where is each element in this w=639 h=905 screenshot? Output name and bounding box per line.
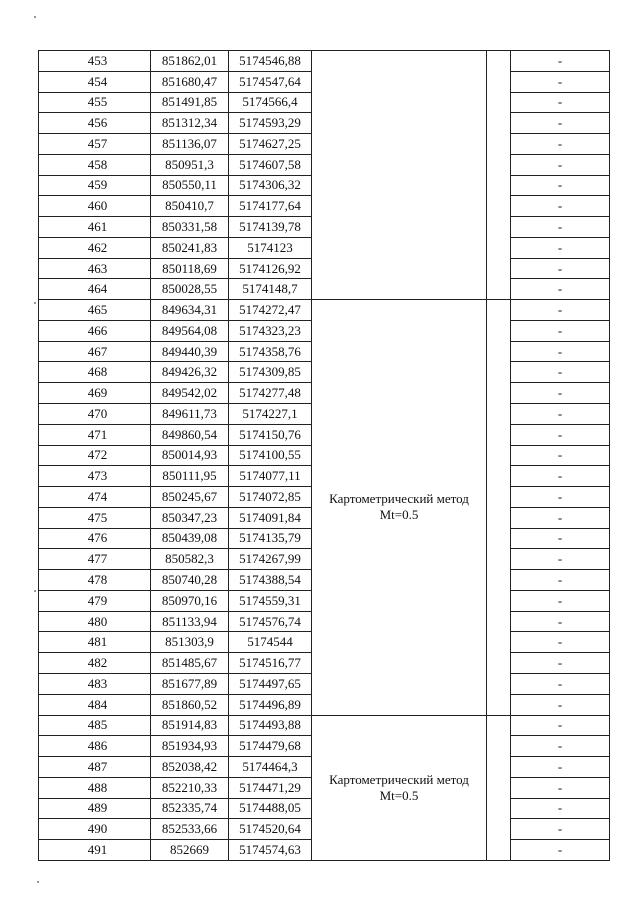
point-number-cell: 471: [39, 424, 151, 445]
x-coordinate-cell: 851860,52: [151, 694, 229, 715]
x-coordinate-cell: 851485,67: [151, 653, 229, 674]
point-number-cell: 455: [39, 92, 151, 113]
y-coordinate-cell: 5174072,85: [229, 487, 312, 508]
point-number-cell: 491: [39, 840, 151, 861]
y-coordinate-cell: 5174388,54: [229, 570, 312, 591]
y-coordinate-cell: 5174488,05: [229, 798, 312, 819]
accuracy-cell: -: [511, 320, 610, 341]
y-coordinate-cell: 5174576,74: [229, 611, 312, 632]
point-number-cell: 474: [39, 487, 151, 508]
point-number-cell: 460: [39, 196, 151, 217]
y-coordinate-cell: 5174227,1: [229, 404, 312, 425]
x-coordinate-cell: 851491,85: [151, 92, 229, 113]
x-coordinate-cell: 851680,47: [151, 71, 229, 92]
y-coordinate-cell: 5174267,99: [229, 549, 312, 570]
point-number-cell: 483: [39, 673, 151, 694]
accuracy-cell: -: [511, 51, 610, 72]
y-coordinate-cell: 5174123: [229, 237, 312, 258]
point-number-cell: 467: [39, 341, 151, 362]
method-cell: Картометрический метод Mt=0.5: [312, 300, 487, 715]
y-coordinate-cell: 5174306,32: [229, 175, 312, 196]
y-coordinate-cell: 5174496,89: [229, 694, 312, 715]
x-coordinate-cell: 850410,7: [151, 196, 229, 217]
point-number-cell: 486: [39, 736, 151, 757]
x-coordinate-cell: 850331,58: [151, 217, 229, 238]
point-number-cell: 454: [39, 71, 151, 92]
point-number-cell: 469: [39, 383, 151, 404]
x-coordinate-cell: 850241,83: [151, 237, 229, 258]
y-coordinate-cell: 5174479,68: [229, 736, 312, 757]
x-coordinate-cell: 851862,01: [151, 51, 229, 72]
x-coordinate-cell: 850347,23: [151, 507, 229, 528]
point-number-cell: 468: [39, 362, 151, 383]
method-cell: [312, 51, 487, 300]
accuracy-cell: -: [511, 113, 610, 134]
x-coordinate-cell: 851133,94: [151, 611, 229, 632]
accuracy-cell: -: [511, 341, 610, 362]
accuracy-cell: -: [511, 424, 610, 445]
y-coordinate-cell: 5174139,78: [229, 217, 312, 238]
y-coordinate-cell: 5174516,77: [229, 653, 312, 674]
point-number-cell: 479: [39, 590, 151, 611]
empty-cell: [487, 300, 511, 715]
accuracy-cell: -: [511, 217, 610, 238]
x-coordinate-cell: 849542,02: [151, 383, 229, 404]
y-coordinate-cell: 5174547,64: [229, 71, 312, 92]
x-coordinate-cell: 849860,54: [151, 424, 229, 445]
x-coordinate-cell: 852038,42: [151, 757, 229, 778]
y-coordinate-cell: 5174520,64: [229, 819, 312, 840]
accuracy-cell: -: [511, 798, 610, 819]
point-number-cell: 488: [39, 777, 151, 798]
scan-speck: [37, 881, 39, 883]
y-coordinate-cell: 5174559,31: [229, 590, 312, 611]
x-coordinate-cell: 850245,67: [151, 487, 229, 508]
x-coordinate-cell: 850740,28: [151, 570, 229, 591]
table-row: [39, 715, 610, 736]
accuracy-cell: -: [511, 196, 610, 217]
point-number-cell: 484: [39, 694, 151, 715]
x-coordinate-cell: 850550,11: [151, 175, 229, 196]
accuracy-cell: -: [511, 445, 610, 466]
x-coordinate-cell: 851136,07: [151, 134, 229, 155]
x-coordinate-cell: 849611,73: [151, 404, 229, 425]
coordinates-table: [38, 50, 610, 861]
accuracy-cell: -: [511, 258, 610, 279]
x-coordinate-cell: 851934,93: [151, 736, 229, 757]
empty-cell: [487, 51, 511, 300]
accuracy-cell: -: [511, 736, 610, 757]
x-coordinate-cell: 851303,9: [151, 632, 229, 653]
point-number-cell: 457: [39, 134, 151, 155]
point-number-cell: 485: [39, 715, 151, 736]
y-coordinate-cell: 5174358,76: [229, 341, 312, 362]
accuracy-cell: -: [511, 715, 610, 736]
table-row: [39, 300, 610, 321]
y-coordinate-cell: 5174497,65: [229, 673, 312, 694]
point-number-cell: 477: [39, 549, 151, 570]
scan-speck: [34, 302, 36, 304]
x-coordinate-cell: 849440,39: [151, 341, 229, 362]
y-coordinate-cell: 5174464,3: [229, 757, 312, 778]
accuracy-cell: -: [511, 487, 610, 508]
point-number-cell: 481: [39, 632, 151, 653]
point-number-cell: 489: [39, 798, 151, 819]
point-number-cell: 470: [39, 404, 151, 425]
y-coordinate-cell: 5174607,58: [229, 154, 312, 175]
y-coordinate-cell: 5174177,64: [229, 196, 312, 217]
y-coordinate-cell: 5174566,4: [229, 92, 312, 113]
point-number-cell: 480: [39, 611, 151, 632]
accuracy-cell: -: [511, 237, 610, 258]
scan-speck: [34, 16, 36, 18]
accuracy-cell: -: [511, 757, 610, 778]
x-coordinate-cell: 850028,55: [151, 279, 229, 300]
x-coordinate-cell: 852210,33: [151, 777, 229, 798]
method-cell: Картометрический метод Mt=0.5: [312, 715, 487, 860]
x-coordinate-cell: 851312,34: [151, 113, 229, 134]
y-coordinate-cell: 5174546,88: [229, 51, 312, 72]
y-coordinate-cell: 5174150,76: [229, 424, 312, 445]
scan-speck: [34, 590, 36, 592]
point-number-cell: 463: [39, 258, 151, 279]
y-coordinate-cell: 5174135,79: [229, 528, 312, 549]
x-coordinate-cell: 849634,31: [151, 300, 229, 321]
x-coordinate-cell: 850970,16: [151, 590, 229, 611]
x-coordinate-cell: 851914,83: [151, 715, 229, 736]
y-coordinate-cell: 5174593,29: [229, 113, 312, 134]
point-number-cell: 456: [39, 113, 151, 134]
accuracy-cell: -: [511, 549, 610, 570]
accuracy-cell: -: [511, 154, 610, 175]
x-coordinate-cell: 851677,89: [151, 673, 229, 694]
accuracy-cell: -: [511, 694, 610, 715]
point-number-cell: 461: [39, 217, 151, 238]
y-coordinate-cell: 5174148,7: [229, 279, 312, 300]
x-coordinate-cell: 849564,08: [151, 320, 229, 341]
accuracy-cell: -: [511, 507, 610, 528]
x-coordinate-cell: 852335,74: [151, 798, 229, 819]
empty-cell: [487, 715, 511, 860]
y-coordinate-cell: 5174574,63: [229, 840, 312, 861]
accuracy-cell: -: [511, 383, 610, 404]
x-coordinate-cell: 850111,95: [151, 466, 229, 487]
y-coordinate-cell: 5174100,55: [229, 445, 312, 466]
accuracy-cell: -: [511, 840, 610, 861]
y-coordinate-cell: 5174493,88: [229, 715, 312, 736]
accuracy-cell: -: [511, 404, 610, 425]
y-coordinate-cell: 5174272,47: [229, 300, 312, 321]
accuracy-cell: -: [511, 819, 610, 840]
y-coordinate-cell: 5174544: [229, 632, 312, 653]
accuracy-cell: -: [511, 673, 610, 694]
accuracy-cell: -: [511, 362, 610, 383]
accuracy-cell: -: [511, 611, 610, 632]
accuracy-cell: -: [511, 466, 610, 487]
x-coordinate-cell: 850014,93: [151, 445, 229, 466]
accuracy-cell: -: [511, 92, 610, 113]
x-coordinate-cell: 850439,08: [151, 528, 229, 549]
accuracy-cell: -: [511, 590, 610, 611]
x-coordinate-cell: 850582,3: [151, 549, 229, 570]
point-number-cell: 487: [39, 757, 151, 778]
y-coordinate-cell: 5174323,23: [229, 320, 312, 341]
accuracy-cell: -: [511, 279, 610, 300]
accuracy-cell: -: [511, 777, 610, 798]
x-coordinate-cell: 850951,3: [151, 154, 229, 175]
x-coordinate-cell: 852533,66: [151, 819, 229, 840]
x-coordinate-cell: 850118,69: [151, 258, 229, 279]
y-coordinate-cell: 5174077,11: [229, 466, 312, 487]
point-number-cell: 473: [39, 466, 151, 487]
point-number-cell: 482: [39, 653, 151, 674]
point-number-cell: 465: [39, 300, 151, 321]
y-coordinate-cell: 5174627,25: [229, 134, 312, 155]
point-number-cell: 475: [39, 507, 151, 528]
accuracy-cell: -: [511, 570, 610, 591]
accuracy-cell: -: [511, 134, 610, 155]
y-coordinate-cell: 5174126,92: [229, 258, 312, 279]
y-coordinate-cell: 5174277,48: [229, 383, 312, 404]
point-number-cell: 478: [39, 570, 151, 591]
accuracy-cell: -: [511, 300, 610, 321]
y-coordinate-cell: 5174309,85: [229, 362, 312, 383]
accuracy-cell: -: [511, 632, 610, 653]
accuracy-cell: -: [511, 71, 610, 92]
point-number-cell: 458: [39, 154, 151, 175]
x-coordinate-cell: 849426,32: [151, 362, 229, 383]
table-row: [39, 51, 610, 72]
x-coordinate-cell: 852669: [151, 840, 229, 861]
point-number-cell: 464: [39, 279, 151, 300]
point-number-cell: 490: [39, 819, 151, 840]
point-number-cell: 453: [39, 51, 151, 72]
y-coordinate-cell: 5174471,29: [229, 777, 312, 798]
point-number-cell: 466: [39, 320, 151, 341]
point-number-cell: 476: [39, 528, 151, 549]
point-number-cell: 459: [39, 175, 151, 196]
point-number-cell: 462: [39, 237, 151, 258]
accuracy-cell: -: [511, 653, 610, 674]
accuracy-cell: -: [511, 175, 610, 196]
coordinates-table-body: [39, 51, 610, 861]
accuracy-cell: -: [511, 528, 610, 549]
y-coordinate-cell: 5174091,84: [229, 507, 312, 528]
point-number-cell: 472: [39, 445, 151, 466]
